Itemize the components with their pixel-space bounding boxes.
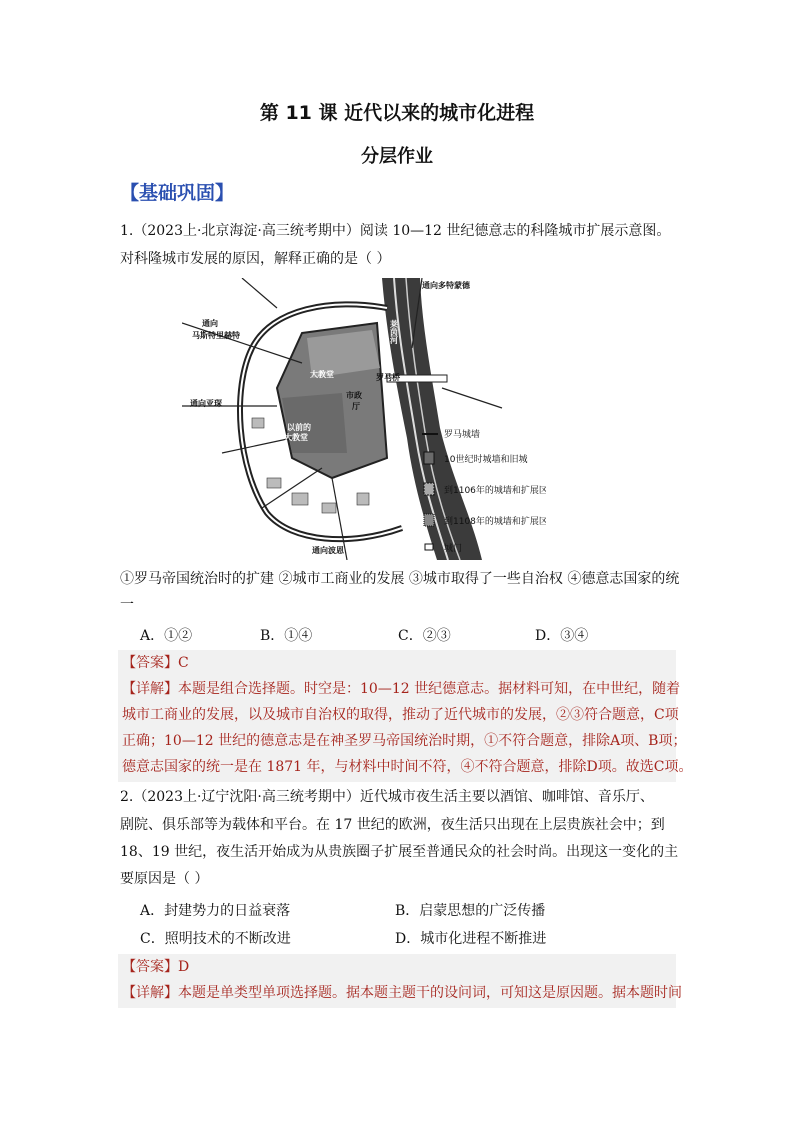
q2-option-c[interactable]: C．照明技术的不断改进 <box>140 931 291 947</box>
q2-option-d[interactable]: D．城市化进程不断推进 <box>395 931 547 947</box>
q1-explain-line3: 正确；10—12 世纪的德意志是在神圣罗马帝国统治时期，①不符合题意，排除A项、B项； <box>122 733 687 749</box>
map-label-old-cathedral-1: 以前的 <box>287 423 311 432</box>
q1-explain-line1: 【详解】本题是组合选择题。时空是：10—12 世纪德意志。据材料可知，在中世纪，随着 <box>122 681 681 697</box>
q1-option-c[interactable]: C．②③ <box>398 628 451 644</box>
q1-stem-line1: 1.（2023上·北京海淀·高三统考期中）阅读 10—12 世纪德意志的科隆城市扩展示意图。 <box>120 223 671 239</box>
q1-explain-line2: 城市工商业的发展，以及城市自治权的取得，推动了近代城市的发展，②③符合题意，C项 <box>122 707 679 723</box>
map-legend-1106: 到1106年的城墙和扩展区 <box>444 486 546 496</box>
q1-statements-line2: 一 <box>120 597 134 613</box>
q2-answer: 【答案】D <box>122 959 190 975</box>
map-label-roman-bridge: 罗马桥 <box>376 373 400 382</box>
q2-option-a[interactable]: A．封建势力的日益衰落 <box>140 903 291 919</box>
q2-options-row2 <box>140 928 660 948</box>
q2-stem-line1: 2.（2023上·辽宁沈阳·高三统考期中）近代城市夜生活主要以酒馆、咖啡馆、音乐厅、 <box>120 789 654 805</box>
page-title: 第 11 课 近代以来的城市化进程 <box>259 102 535 124</box>
q1-option-b[interactable]: B．①④ <box>260 628 313 644</box>
map-label-old-cathedral-2: 大教堂 <box>284 433 308 442</box>
q1-options <box>140 625 660 645</box>
q1-stem-line2: 对科隆城市发展的原因，解释正确的是（ ） <box>120 251 391 267</box>
q2-stem-line3: 18、19 世纪，夜生活开始成为从贵族圈子扩展至普通民众的社会时尚。出现这一变化的主 <box>120 844 679 860</box>
page-subtitle: 分层作业 <box>361 146 433 167</box>
q2-option-b[interactable]: B．启蒙思想的广泛传播 <box>395 903 546 919</box>
map-label-dortmund: 通向多特蒙德 <box>422 281 470 290</box>
q1-explain-line4: 德意志国家的统一是在 1871 年，与材料中时间不符，④不符合题意，排除D项。故选C项。 <box>122 759 693 775</box>
cologne-map <box>182 278 546 560</box>
map-legend-1108: 到1108年的城墙和扩展区 <box>444 517 546 527</box>
map-legend-10th-century: 10世纪时城墙和旧城 <box>444 455 528 465</box>
q1-option-a[interactable]: A．①② <box>140 628 193 644</box>
map-label-cathedral: 大教堂 <box>310 370 334 379</box>
section-heading: 【基础巩固】 <box>120 182 235 204</box>
q2-answer-box <box>118 954 682 1008</box>
q2-explain-line1: 【详解】本题是单类型单项选择题。据本题主题干的设问词，可知这是原因题。据本题时间 <box>122 985 682 1001</box>
q2-stem-line2: 剧院、俱乐部等为载体和平台。在 17 世纪的欧洲，夜生活只出现在上层贵族社会中；到 <box>120 817 665 833</box>
map-label-maastricht-2: 马斯特里赫特 <box>192 331 240 340</box>
map-label-aachen: 通向亚琛 <box>190 399 222 408</box>
q1-answer: 【答案】C <box>122 655 189 671</box>
map-label-bonn: 通向波恩 <box>312 546 344 555</box>
map-label-maastricht-1: 通向 <box>202 319 218 328</box>
map-label-rhine: 莱茵河 <box>389 320 399 344</box>
q1-answer-box <box>118 650 693 782</box>
q1-statements-line1: ①罗马帝国统治时的扩建 ②城市工商业的发展 ③城市取得了一些自治权 ④德意志国家的统 <box>120 571 680 587</box>
map-label-city-hall-1: 市政 <box>346 391 362 400</box>
map-legend-gate: 城门 <box>444 544 463 554</box>
q1-option-d[interactable]: D．③④ <box>535 628 589 644</box>
q2-stem-line4: 要原因是（ ） <box>120 871 209 887</box>
map-label-city-hall-2: 厅 <box>352 402 360 411</box>
map-legend-roman-wall: 罗马城墙 <box>444 430 481 440</box>
q2-options-row1 <box>140 900 660 920</box>
